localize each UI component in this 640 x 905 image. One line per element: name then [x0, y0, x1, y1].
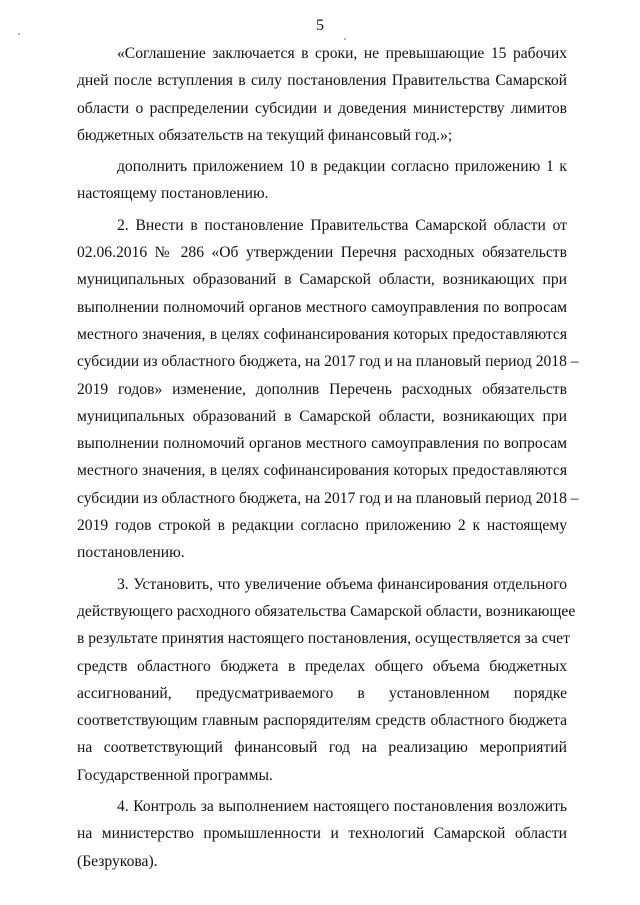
- document-body: [77, 40, 579, 875]
- scan-speck: [18, 33, 20, 35]
- text-line: субсидии из областного бюджета, на 2017 год и на плановый период 2018 –: [77, 489, 579, 507]
- text-line: на министерство промышленности и технологий Самарской области: [77, 825, 567, 843]
- text-line: соответствующим главным распорядителям средств областного бюджета: [77, 712, 567, 730]
- text-line: 02.06.2016 № 286 «Об утверждении Перечня расходных обязательств: [77, 244, 567, 262]
- text-line: местного значения, в целях софинансирования которых предоставляются: [77, 325, 567, 343]
- paragraph-add-appendix: [77, 153, 567, 208]
- text-line: 4. Контроль за выполнением настоящего постановления возложить: [117, 798, 567, 816]
- text-line: области о распределении субсидии и доведения министерству лимитов: [77, 99, 567, 117]
- text-line: «Соглашение заключается в сроки, не превышающие 15 рабочих: [117, 45, 567, 62]
- text-line: 3. Установить, что увеличение объема финансирования отдельного: [117, 575, 567, 593]
- text-line: субсидии из областного бюджета, на 2017 год и на плановый период 2018 –: [77, 353, 579, 371]
- text-line: ассигнований, предусматриваемого в установленном порядке: [77, 684, 567, 702]
- text-line: средств областного бюджета в пределах общего объема бюджетных: [77, 657, 567, 675]
- text-line: в результате принятия настоящего постановления, осуществляется за счет: [77, 630, 570, 648]
- text-line: настоящему постановлению.: [77, 185, 269, 203]
- text-line: дополнить приложением 10 в редакции согласно приложению 1 к: [117, 158, 567, 176]
- text-line: Государственной программы.: [77, 766, 273, 784]
- text-line: 2. Внести в постановление Правительства Самарской области от: [117, 216, 567, 234]
- text-line: бюджетных обязательств на текущий финансовый год.»;: [77, 126, 453, 144]
- text-line: на соответствующий финансовый год на реализацию мероприятий: [77, 739, 567, 757]
- text-line: (Безрукова).: [77, 852, 158, 870]
- text-line: местного значения, в целях софинансирования которых предоставляются: [77, 462, 567, 480]
- scan-speck: [344, 38, 346, 40]
- text-line: муниципальных образований в Самарской области, возникающих при: [77, 271, 567, 289]
- paragraph-item-2: [77, 212, 579, 567]
- paragraph-agreement-terms: [77, 40, 567, 149]
- paragraph-item-4: [77, 793, 567, 875]
- text-line: выполнении полномочий органов местного самоуправления по вопросам: [77, 435, 567, 453]
- text-line: постановлению.: [77, 544, 185, 562]
- text-line: дней после вступления в силу постановления Правительства Самарской: [77, 72, 567, 90]
- text-line: муниципальных образований в Самарской области, возникающих при: [77, 407, 567, 425]
- text-line: действующего расходного обязательства Самарской области, возникающее: [77, 602, 576, 620]
- paragraph-item-3: [77, 571, 576, 789]
- page-number: 5: [316, 17, 324, 34]
- text-line: 2019 годов строкой в редакции согласно приложению 2 к настоящему: [77, 517, 567, 535]
- text-line: выполнении полномочий органов местного самоуправления по вопросам: [77, 298, 567, 316]
- text-line: 2019 годов» изменение, дополнив Перечень расходных обязательств: [77, 380, 567, 398]
